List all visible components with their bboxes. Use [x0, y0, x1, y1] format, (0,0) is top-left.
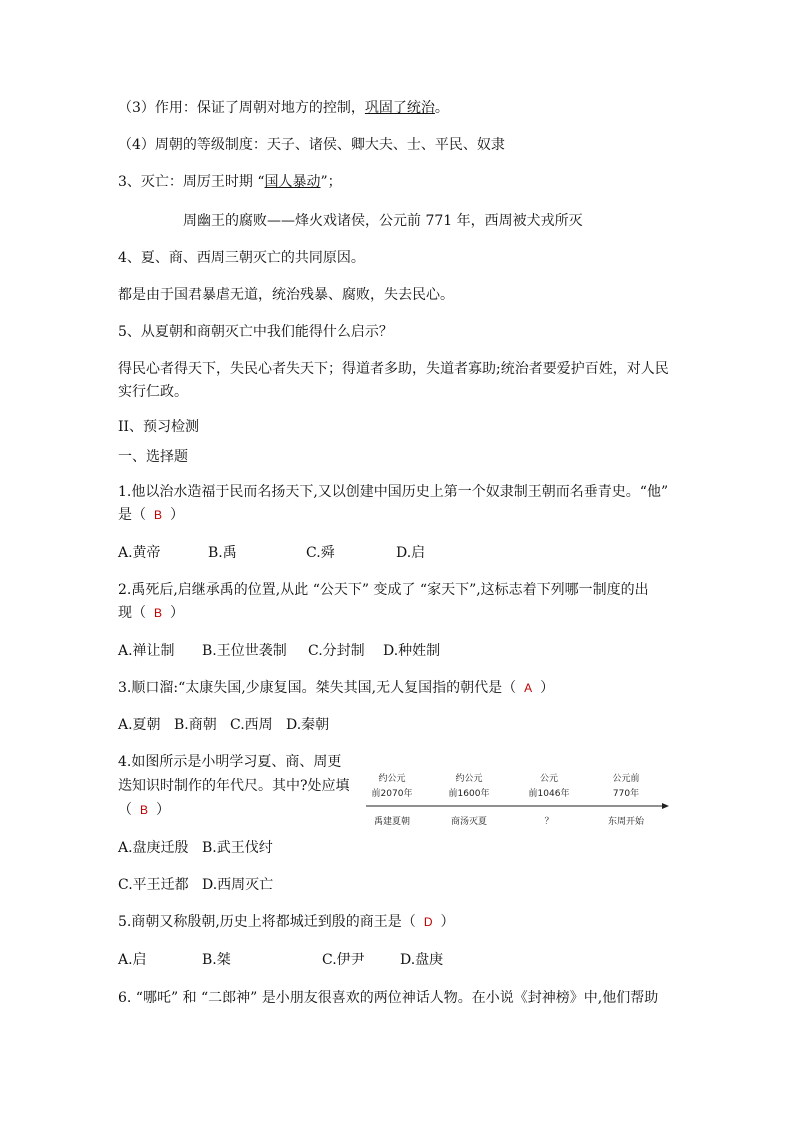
q2-option-c: C.分封制	[308, 643, 365, 659]
timeline-top-label-3b: 前1046年	[528, 789, 570, 799]
q1-option-d: D.启	[396, 545, 426, 561]
q2-option-b: B.王位世袭制	[202, 643, 287, 659]
preview-heading: II、预习检测	[118, 419, 200, 435]
q4-option-d: D.西周灭亡	[202, 877, 274, 893]
timeline-bottom-label-4: 东周开始	[607, 817, 645, 827]
line-q4-heading: 4、夏、商、西周三朝灭亡的共同原因。	[118, 250, 365, 266]
q5-answer: D	[423, 915, 433, 929]
q3-answer: A	[524, 681, 533, 695]
q3-option-b: B.商朝	[174, 717, 217, 733]
q2-answer: B	[154, 606, 163, 620]
timeline-figure	[364, 768, 670, 834]
q1-options	[118, 543, 425, 563]
q3-options	[118, 715, 329, 735]
q2-options	[118, 641, 440, 661]
timeline-point-4	[608, 772, 645, 827]
q4-answer: B	[140, 803, 149, 817]
q4-options-row2	[118, 875, 273, 895]
q1-option-a: A.黄帝	[118, 545, 161, 561]
q3-stem: 3.顺口溜:“太康失国,少康复国。桀失其国,无人复国指的朝代是（ A ）	[118, 680, 555, 696]
line-q4-answer: 都是由于国君暴虐无道，统治残暴、腐败，失去民心。	[118, 287, 454, 303]
timeline-bottom-label-3: ？	[544, 817, 554, 827]
line-collapse: 3、灭亡：周厉王时期 “国人暴动”；	[118, 174, 342, 190]
line-function: （3）作用：保证了周朝对地方的控制，巩固了统治。	[118, 100, 449, 116]
line-q5-answer-cont: 实行仁政。	[118, 384, 188, 400]
q3-option-c: C.西周	[230, 717, 273, 733]
timeline-top-label-2a: 约公元	[455, 774, 483, 784]
line-collapse-detail: 周幽王的腐败——烽火戏诸侯，公元前 771 年，西周被犬戎所灭	[183, 213, 583, 229]
q4-options-row1	[118, 838, 273, 858]
q1-stem-cont: 是（ B ）	[118, 507, 185, 523]
timeline-top-label-1a: 约公元	[378, 774, 406, 784]
q4-option-a: A.盘庚迁殷	[118, 840, 189, 856]
q1-option-b: B.禹	[208, 545, 237, 561]
q2-option-d: D.种姓制	[383, 643, 441, 659]
timeline-point-3	[529, 773, 570, 827]
line-q5-answer: 得民心者得天下，失民心者失天下；得道者多助，失道者寡助;统治者要爱护百姓，对人民	[118, 361, 669, 377]
q6-stem: 6. “哪吒” 和 “二郎神” 是小朋友很喜欢的两位神话人物。在小说《封神榜》中,他们帮助	[118, 990, 659, 1006]
q4-stem: 4.如图所示是小明学习夏、商、周更	[118, 754, 342, 770]
q5-option-a: A.启	[118, 952, 147, 968]
timeline-top-label-1b: 前2070年	[371, 789, 413, 799]
q5-stem: 5.商朝又称殷朝,历史上将都城迁到殷的商王是（ D ）	[118, 914, 455, 930]
q4-stem-cont: 迭知识时制作的年代尺。其中?处应填	[118, 778, 350, 794]
q5-options	[118, 950, 443, 970]
timeline-bottom-label-1: 禹建夏朝	[373, 817, 411, 827]
timeline-point-1	[372, 772, 413, 827]
q5-option-d: D.盘庚	[400, 952, 444, 968]
timeline-bottom-label-2: 商汤灭夏	[450, 817, 488, 827]
timeline-top-label-4a: 公元前	[612, 774, 640, 784]
q1-answer: B	[154, 508, 163, 522]
q4-option-c: C.平王迁都	[118, 877, 189, 893]
timeline-arrow-icon	[662, 803, 669, 809]
q5-option-b: B.桀	[202, 952, 231, 968]
q4-option-b: B.武王伐纣	[202, 840, 273, 856]
q2-stem: 2.禹死后,启继承禹的位置,从此 “公天下” 变成了 “家天下”,这标志着下列哪一制度的出	[118, 582, 649, 598]
q3-option-a: A.夏朝	[118, 717, 161, 733]
q1-stem: 1.他以治水造福于民而名扬天下,又以创建中国历史上第一个奴隶制王朝而名垂青史。“他”	[118, 484, 669, 500]
q2-option-a: A.禅让制	[118, 643, 175, 659]
q2-stem-cont: 现（ B ）	[118, 605, 185, 621]
timeline-top-label-2b: 前1600年	[448, 789, 490, 799]
line-hierarchy: （4）周朝的等级制度：天子、诸侯、卿大夫、士、平民、奴隶	[118, 137, 505, 153]
timeline-top-label-4b: 770年	[612, 789, 640, 799]
q3-option-d: D.秦朝	[286, 717, 330, 733]
q5-option-c: C.伊尹	[322, 952, 365, 968]
q4-stem-cont2: （ B ）	[118, 802, 171, 818]
question-type-heading: 一、选择题	[118, 449, 188, 465]
timeline-point-2	[449, 772, 490, 827]
line-q5-heading: 5、从夏朝和商朝灭亡中我们能得什么启示？	[118, 324, 393, 340]
timeline-top-label-3a: 公元	[539, 774, 559, 784]
q1-option-c: C.舜	[306, 545, 335, 561]
